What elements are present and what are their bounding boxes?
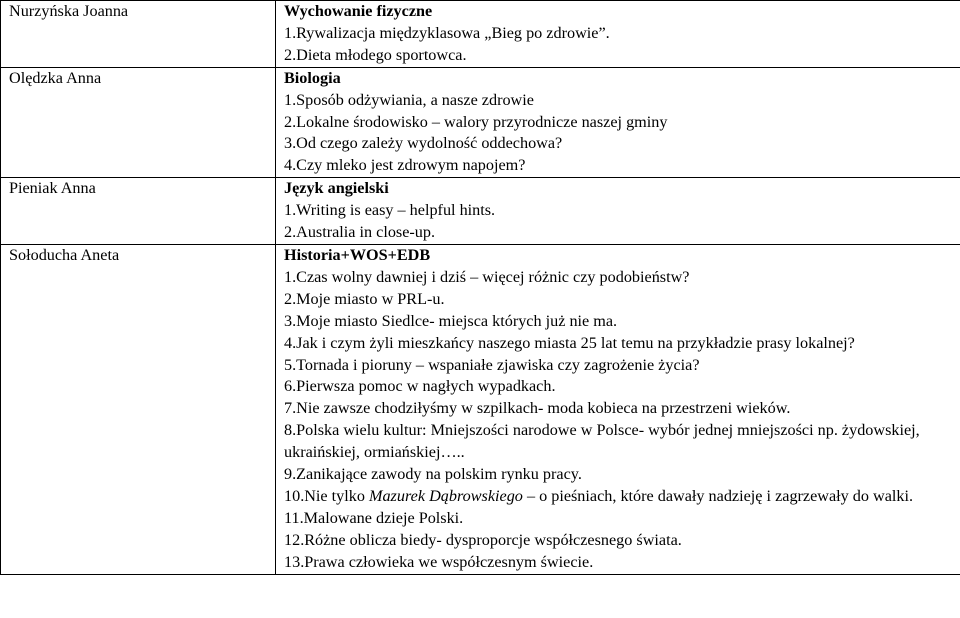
topics-cell [276, 244, 960, 574]
topic-item: 2.Moje miasto w PRL-u. [284, 289, 445, 308]
topic-item: 5.Tornada i pioruny – wspaniałe zjawiska czy zagrożenie życia? [284, 355, 700, 374]
topic-item-prefix: 10.Nie tylko [284, 486, 369, 505]
topic-item: 1.Czas wolny dawniej i dziś – więcej różnic czy podobieństw? [284, 267, 690, 286]
table-row [1, 178, 960, 245]
subject-title: Biologia [284, 68, 341, 87]
topic-item [284, 486, 960, 508]
topic-item: 4.Czy mleko jest zdrowym napojem? [284, 156, 526, 175]
teacher-name-cell [1, 67, 276, 178]
topic-item: 3.Moje miasto Siedlce- miejsca których już nie ma. [284, 311, 618, 330]
subject-title: Wychowanie fizyczne [284, 2, 433, 20]
topics-cell [276, 178, 960, 245]
teacher-name: Pieniak Anna [9, 179, 96, 198]
topic-item: 2.Lokalne środowisko – walory przyrodnicze naszej gminy [284, 112, 668, 131]
topic-item: 4.Jak i czym żyli mieszkańcy naszego miasta 25 lat temu na przykładzie prasy lokalnej? [284, 333, 855, 352]
topic-item: 12.Różne oblicza biedy- dysproporcje współczesnego świata. [284, 530, 682, 549]
teacher-name: Olędzka Anna [9, 68, 102, 87]
topic-item: 6.Pierwsza pomoc w nagłych wypadkach. [284, 377, 556, 396]
table-row [1, 67, 960, 178]
topic-item: 9.Zanikające zawody na polskim rynku pracy. [284, 465, 582, 484]
teacher-name-cell [1, 178, 276, 245]
topic-item: 2.Australia in close-up. [284, 223, 436, 242]
topic-item: 1.Rywalizacja międzyklasowa „Bieg po zdrowie”. [284, 23, 610, 42]
teacher-name: Sołoducha Aneta [9, 245, 120, 264]
topic-item: 7.Nie zawsze chodziłyśmy w szpilkach- moda kobieca na przestrzeni wieków. [284, 399, 791, 418]
topic-item-italic: Mazurek Dąbrowskiego [368, 486, 523, 505]
topic-item: 11.Malowane dzieje Polski. [284, 508, 464, 527]
topic-item: 1.Writing is easy – helpful hints. [284, 201, 496, 220]
topic-item: 8.Polska wielu kultur: Mniejszości narodowe w Polsce- wybór jednej mniejszości np. żydowskiej, ukraińskiej, ormiańskiej….. [284, 421, 920, 462]
teacher-name: Nurzyńska Joanna [9, 2, 129, 20]
teacher-name-cell [1, 244, 276, 574]
topic-item: 3.Od czego zależy wydolność oddechowa? [284, 134, 563, 153]
subject-title: Historia+WOS+EDB [284, 245, 431, 264]
topics-cell [276, 1, 960, 68]
topics-cell [276, 67, 960, 178]
topic-item-suffix: – o pieśniach, które dawały nadzieję i zagrzewały do walki. [522, 486, 914, 505]
subject-title: Język angielski [284, 179, 389, 198]
topic-item: 1.Sposób odżywiania, a nasze zdrowie [284, 90, 534, 109]
teacher-name-cell [1, 1, 276, 68]
topic-item: 13.Prawa człowieka we współczesnym świecie. [284, 552, 594, 571]
table-row [1, 1, 960, 68]
topic-item: 2.Dieta młodego sportowca. [284, 45, 467, 64]
table-row [1, 244, 960, 574]
